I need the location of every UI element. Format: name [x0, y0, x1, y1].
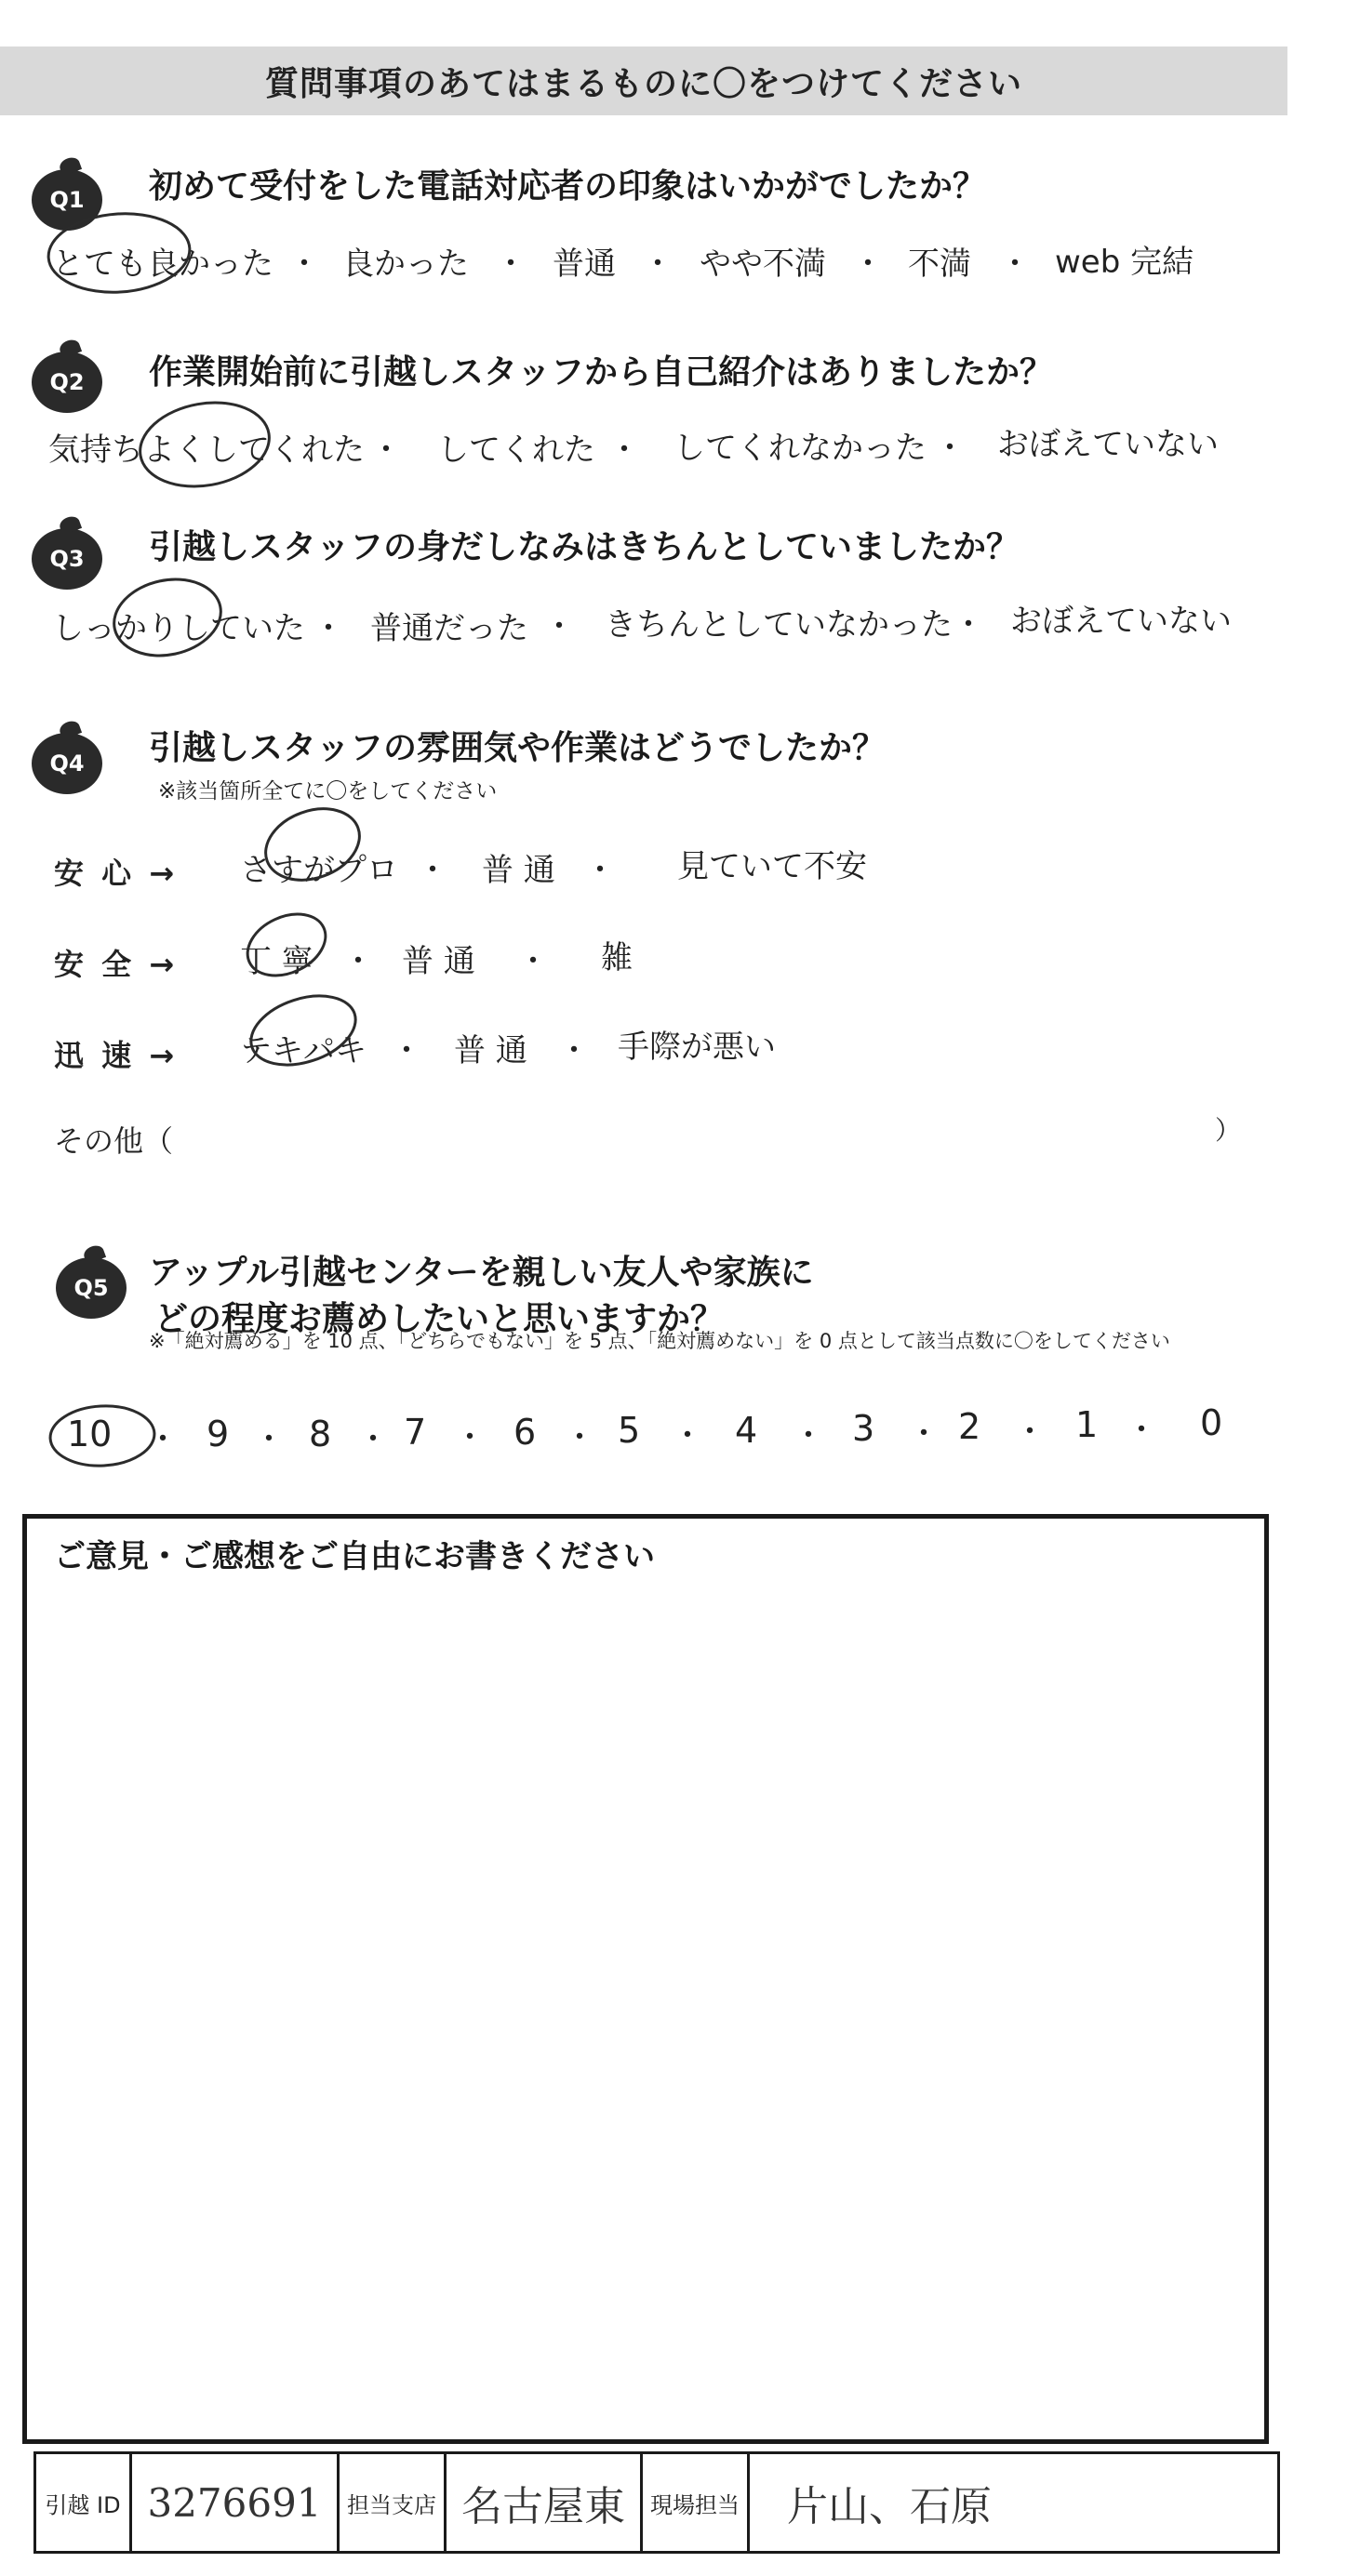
- q5-badge-icon: [56, 1257, 127, 1319]
- separator-dot: ・: [558, 1032, 590, 1069]
- separator-dot: ・: [608, 432, 640, 469]
- separator-dot: ・: [642, 246, 674, 283]
- separator-dot: ・: [517, 943, 549, 980]
- q3-option-2[interactable]: 普通だった: [370, 610, 528, 647]
- q4-row-anshin-option-2[interactable]: 普 通: [482, 852, 555, 889]
- score-6[interactable]: 6: [513, 1412, 537, 1453]
- q4-badge-label: Q4: [49, 750, 85, 777]
- separator-dot: ・: [543, 608, 575, 645]
- score-3[interactable]: 3: [852, 1408, 875, 1449]
- q1-title: 初めて受付をした電話対応者の印象はいかがでしたか？: [149, 167, 987, 206]
- q4-note: ※該当箇所全てに〇をしてください: [158, 779, 498, 803]
- q4-row-anzen-label: 安 全 →: [54, 947, 179, 982]
- score-2[interactable]: 2: [958, 1406, 981, 1447]
- separator-dot: ・: [934, 430, 966, 467]
- q1-badge-label: Q1: [49, 187, 85, 213]
- q3-badge-icon: [32, 528, 102, 590]
- separator-dot: ・: [852, 246, 884, 283]
- q2-option-1[interactable]: 気持ちよくしてくれた: [48, 432, 365, 469]
- separator-dot: ・: [953, 606, 984, 644]
- separator-dot: ・: [908, 1415, 940, 1453]
- q3-badge-label: Q3: [49, 546, 85, 572]
- header-title: 質問事項のあてはまるものに〇をつけてください: [264, 64, 1022, 103]
- q4-row-jinsoku-option-3[interactable]: 手際が悪い: [618, 1029, 776, 1066]
- separator-dot: ・: [793, 1417, 824, 1454]
- separator-dot: ・: [1014, 1414, 1046, 1451]
- score-9[interactable]: 9: [207, 1414, 230, 1454]
- separator-dot: ・: [999, 246, 1031, 283]
- score-0[interactable]: 0: [1200, 1402, 1223, 1443]
- separator-dot: ・: [357, 1421, 389, 1458]
- q4-other-close: ）: [1215, 1115, 1242, 1146]
- separator-dot: ・: [288, 246, 320, 283]
- branch-label: 担当支店: [340, 2454, 447, 2551]
- comments-label: ご意見・ご感想をご自由にお書きください: [54, 1538, 655, 1575]
- q4-badge-icon: [32, 733, 102, 794]
- move-id-value: 3276691: [132, 2454, 340, 2551]
- q3-option-1[interactable]: しっかりしていた: [52, 610, 305, 647]
- q1-option-4[interactable]: やや不満: [700, 246, 826, 283]
- q4-row-anzen-option-2[interactable]: 普 通: [402, 943, 475, 980]
- branch-value: 名古屋東: [447, 2454, 643, 2551]
- separator-dot: ・: [672, 1417, 703, 1454]
- separator-dot: ・: [454, 1419, 486, 1456]
- score-1[interactable]: 1: [1075, 1404, 1099, 1445]
- q1-option-5[interactable]: 不満: [908, 246, 971, 283]
- q4-row-anzen-option-3[interactable]: 雑: [601, 939, 633, 976]
- q4-row-anshin-option-3[interactable]: 見ていて不安: [677, 848, 867, 885]
- score-10[interactable]: 10: [67, 1414, 113, 1454]
- score-5[interactable]: 5: [618, 1410, 641, 1451]
- separator-dot: ・: [417, 852, 448, 889]
- q4-row-jinsoku-option-2[interactable]: 普 通: [454, 1032, 527, 1069]
- q4-row-jinsoku-option-1[interactable]: テキパキ: [240, 1032, 367, 1069]
- move-id-label: 引越 ID: [36, 2454, 132, 2551]
- q5-title-line1: アップル引越センターを親しい友人や家族に: [149, 1254, 814, 1292]
- separator-dot: ・: [391, 1032, 422, 1069]
- q4-row-anshin-option-1[interactable]: さすがプロ: [240, 852, 398, 889]
- separator-dot: ・: [495, 246, 527, 283]
- separator-dot: ・: [313, 610, 344, 647]
- q5-note: ※「絶対薦める」を 10 点、「どちらでもない」を 5 点、「絶対薦めない」を 0 点として該当点数に〇をしてください: [149, 1330, 1170, 1352]
- separator-dot: ・: [370, 432, 402, 469]
- q1-badge-icon: [32, 169, 102, 231]
- separator-dot: ・: [147, 1421, 179, 1458]
- q2-option-3[interactable]: してくれなかった: [674, 430, 927, 467]
- q1-option-6[interactable]: web 完結: [1055, 244, 1194, 281]
- q2-option-2[interactable]: してくれた: [437, 432, 595, 469]
- separator-dot: ・: [564, 1419, 595, 1456]
- q3-option-4[interactable]: おぼえていない: [1010, 603, 1232, 640]
- q1-option-3[interactable]: 普通: [553, 246, 616, 283]
- separator-dot: ・: [584, 852, 616, 889]
- q5-badge-label: Q5: [73, 1275, 109, 1301]
- score-4[interactable]: 4: [735, 1410, 758, 1451]
- q4-row-anshin-label: 安 心 →: [54, 856, 179, 891]
- staff-label: 現場担当: [643, 2454, 750, 2551]
- separator-dot: ・: [253, 1421, 285, 1458]
- q2-title: 作業開始前に引越しスタッフから自己紹介はありましたか？: [149, 353, 1054, 392]
- staff-value: 片山、石原: [787, 2483, 992, 2530]
- q4-other-label: その他（: [54, 1123, 174, 1159]
- comments-box[interactable]: [22, 1514, 1269, 2444]
- q1-option-1[interactable]: とても良かった: [52, 246, 273, 283]
- q3-title: 引越しスタッフの身だしなみはきちんとしていましたか？: [149, 528, 1020, 566]
- q2-badge-label: Q2: [49, 369, 85, 395]
- score-8[interactable]: 8: [309, 1414, 332, 1454]
- separator-dot: ・: [1126, 1412, 1157, 1449]
- q4-row-anzen-option-1[interactable]: 丁 寧: [240, 943, 313, 980]
- q3-option-3[interactable]: きちんとしていなかった: [605, 606, 953, 644]
- footer-table: [33, 2451, 1280, 2554]
- q4-title: 引越しスタッフの雰囲気や作業はどうでしたか？: [149, 729, 887, 767]
- q2-badge-icon: [32, 352, 102, 413]
- score-7[interactable]: 7: [404, 1412, 427, 1453]
- q2-option-4[interactable]: おぼえていない: [997, 426, 1219, 463]
- q5-title-line2: どの程度お薦めしたいと思いますか？: [154, 1300, 725, 1338]
- section-header: [0, 46, 1287, 115]
- q4-row-jinsoku-label: 迅 速 →: [54, 1038, 179, 1073]
- q1-option-2[interactable]: 良かった: [342, 246, 469, 283]
- separator-dot: ・: [342, 943, 374, 980]
